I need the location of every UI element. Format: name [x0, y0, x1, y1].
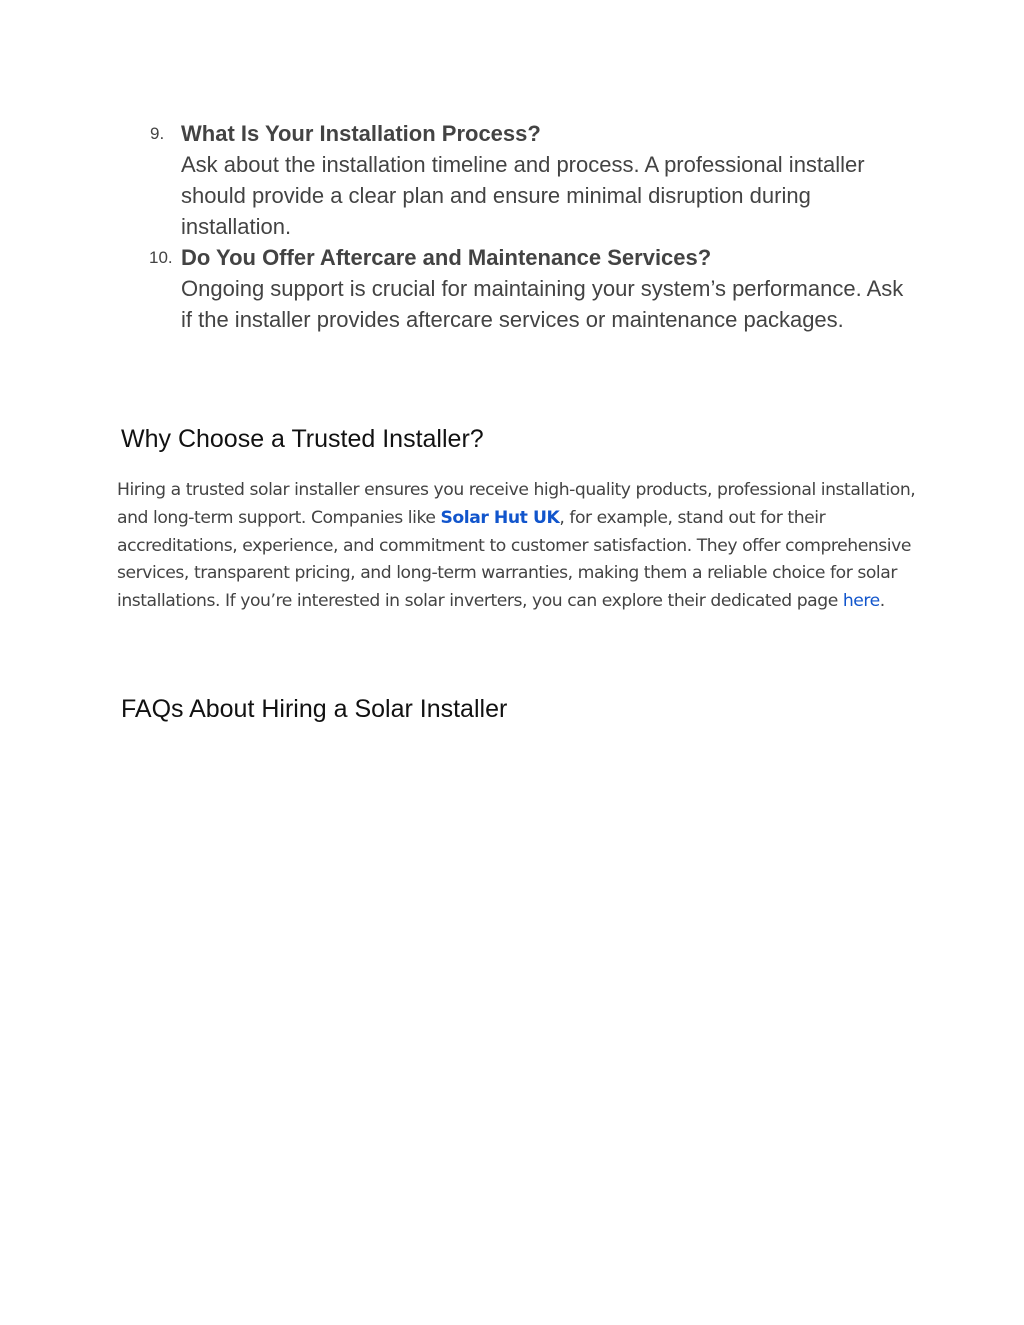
list-item-title: Do You Offer Aftercare and Maintenance Services? [181, 245, 712, 270]
solar-hut-uk-link[interactable]: Solar Hut UK [440, 507, 560, 528]
here-link[interactable]: here [842, 591, 880, 612]
list-item [120, 242, 920, 335]
section-heading-why-choose: Why Choose a Trusted Installer? [121, 425, 484, 453]
list-item-number: 10. [149, 248, 173, 267]
list-item-number: 9. [150, 124, 165, 143]
list-item-title: What Is Your Installation Process? [181, 121, 541, 146]
section-paragraph [117, 477, 917, 616]
paragraph-text: , for example, stand out for their accreditations, experience, and commitment to customer satisfaction. They offer comprehensive services, transparent pricing, and long-term warranties, making them a reliable choice for solar installations. If you’re interested in solar inverters, you can explore their dedicated page [117, 507, 911, 612]
numbered-list [120, 118, 920, 335]
paragraph-text: . [879, 591, 885, 612]
paragraph-text: Hiring a trusted solar installer ensures you receive high-quality products, professional installation, and long-term support. Companies like [117, 480, 916, 528]
section-heading-faqs: FAQs About Hiring a Solar Installer [121, 695, 508, 723]
list-item-body: Ongoing support is crucial for maintaining your system’s performance. Ask if the installer provides aftercare services or maintenance packages. [181, 276, 904, 332]
list-item-body: Ask about the installation timeline and process. A professional installer should provide a clear plan and ensure minimal disruption during installation. [181, 152, 865, 239]
list-item [120, 118, 920, 242]
